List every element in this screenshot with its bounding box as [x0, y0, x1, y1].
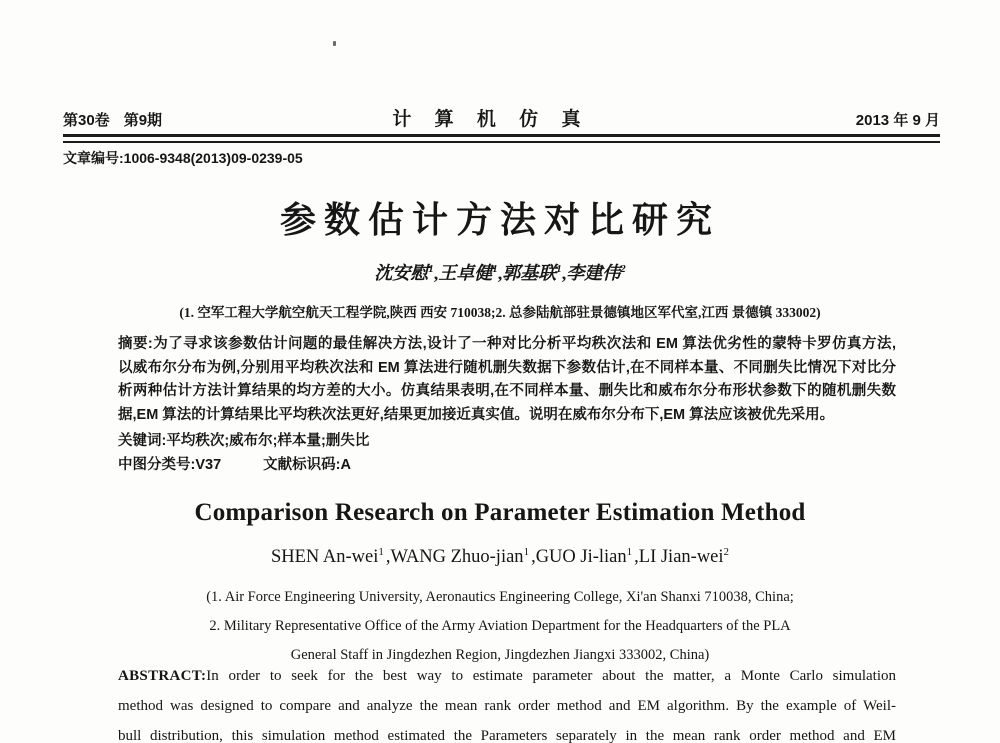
author-separator: , — [385, 547, 391, 568]
abstract-cn-line: 析两种估计方法计算结果的均方差的大小。仿真结果表明,在不同样本量、删失比和威布尔分布形状参数下的随机删失数 — [118, 383, 896, 399]
author-name: 王卓健 — [438, 263, 493, 283]
author-cn — [374, 263, 434, 283]
affiliation-cn: (1. 空军工程大学航空航天工程学院,陕西 西安 710038;2. 总参陆航部驻景德镇地区军代室,江西 景德镇 333002) — [179, 305, 821, 320]
author-separator: , — [497, 263, 503, 283]
author-en — [536, 547, 632, 567]
authors-cn — [0, 259, 1000, 285]
author-separator: , — [634, 547, 639, 568]
author-cn — [438, 263, 498, 283]
author-cn — [566, 263, 626, 283]
author-affil-sup: 1 — [523, 546, 530, 558]
author-name: 李建伟 — [566, 263, 621, 283]
affiliation-en-line: 2. Military Representative Office of the Army Aviation Department for the Headquarters of the PLA — [209, 618, 791, 634]
abstract-en-line — [118, 661, 896, 691]
author-affil-sup: 1 — [378, 546, 384, 558]
authors-en — [0, 546, 1000, 568]
author-affil-sup: 2 — [620, 263, 626, 275]
author-separator: , — [433, 263, 439, 283]
keywords-cn — [118, 429, 896, 450]
author-name: WANG Zhuo-jian — [390, 547, 524, 568]
affiliation-en — [0, 583, 1000, 670]
article-number: 文章编号:1006-9348(2013)09-0239-05 — [63, 150, 303, 166]
abstract-cn-line: 以威布尔分布为例,分别用平均秩次法和 EM 算法进行随机删失数据下参数估计,在不同样本量、不同删失比情况下对比分 — [118, 359, 896, 376]
doc-code-value: A — [340, 457, 351, 473]
author-affil-sup: 1 — [556, 263, 562, 275]
author-en — [271, 547, 384, 567]
scan-artifact-dot — [333, 41, 336, 46]
volume-label: 第30卷 — [63, 112, 110, 129]
author-name: 郭基联 — [502, 263, 557, 283]
clc-label: 中图分类号: — [118, 457, 196, 473]
abstract-label: 摘要: — [118, 336, 153, 352]
issue-date: 2013 年 9 月 — [855, 112, 940, 129]
volume-issue — [63, 109, 162, 130]
abstract-cn-line: 据,EM 算法的计算结果比平均秩次法更好,结果更加接近真实值。说明在威布尔分布下,EM 算法应该被优先采用。 — [118, 406, 835, 423]
abstract-en-line: method was designed to compare and analyze the mean rank order method and EM algorithm. By the example of Weil- — [118, 698, 896, 714]
affiliation-en-line: General Staff in Jingdezhen Region, Jingdezhen Jiangxi 333002, China) — [290, 647, 710, 663]
keywords-text: 平均秩次;威布尔;样本量;删失比 — [166, 433, 370, 449]
author-separator: , — [531, 547, 536, 568]
abstract-cn — [118, 333, 896, 427]
author-name: GUO Ji-lian — [535, 547, 627, 568]
header-divider-rule — [63, 134, 940, 143]
keywords-label: 关键词: — [118, 433, 167, 449]
clc-value: V37 — [195, 457, 222, 473]
abstract-en — [118, 661, 896, 743]
author-affil-sup: 2 — [723, 546, 730, 558]
author-name: LI Jian-wei — [638, 547, 724, 568]
author-affil-sup: 1 — [428, 263, 434, 275]
journal-title: 计 算 机 仿 真 — [392, 109, 590, 130]
paper-title-en: Comparison Research on Parameter Estimation Method — [194, 499, 806, 526]
author-separator: , — [561, 263, 567, 283]
journal-header — [63, 104, 940, 131]
abstract-en-line: bull distribution, this simulation method estimated the Parameters separately in the mean rank order method and EM — [118, 728, 896, 743]
author-en — [639, 547, 729, 567]
issue-label: 第9期 — [123, 112, 163, 129]
author-cn — [502, 263, 562, 283]
affiliation-en-line: (1. Air Force Engineering University, Aeronautics Engineering College, Xi'an Shanxi 710038, China; — [206, 589, 794, 605]
author-name: 沈安慰 — [374, 263, 429, 283]
author-affil-sup: 1 — [492, 263, 498, 275]
author-name: SHEN An-wei — [270, 547, 379, 568]
abstract-text: 为了寻求该参数估计问题的最佳解决方法,设计了一种对比分析平均秩次法和 EM 算法优劣性的蒙特卡罗仿真方法, — [152, 336, 896, 352]
abstract-en-label: ABSTRACT: — [118, 668, 207, 684]
abstract-cn-line — [118, 333, 896, 357]
doc-code-label: 文献标识码: — [263, 457, 341, 473]
classification-line — [118, 453, 896, 474]
author-affil-sup: 1 — [626, 546, 633, 558]
author-en — [390, 547, 529, 567]
abstract-text: In order to seek for the best way to estimate parameter about the matter, a Monte Carlo simulation — [206, 668, 896, 684]
paper-title-cn: 参数估计方法对比研究 — [279, 199, 720, 240]
